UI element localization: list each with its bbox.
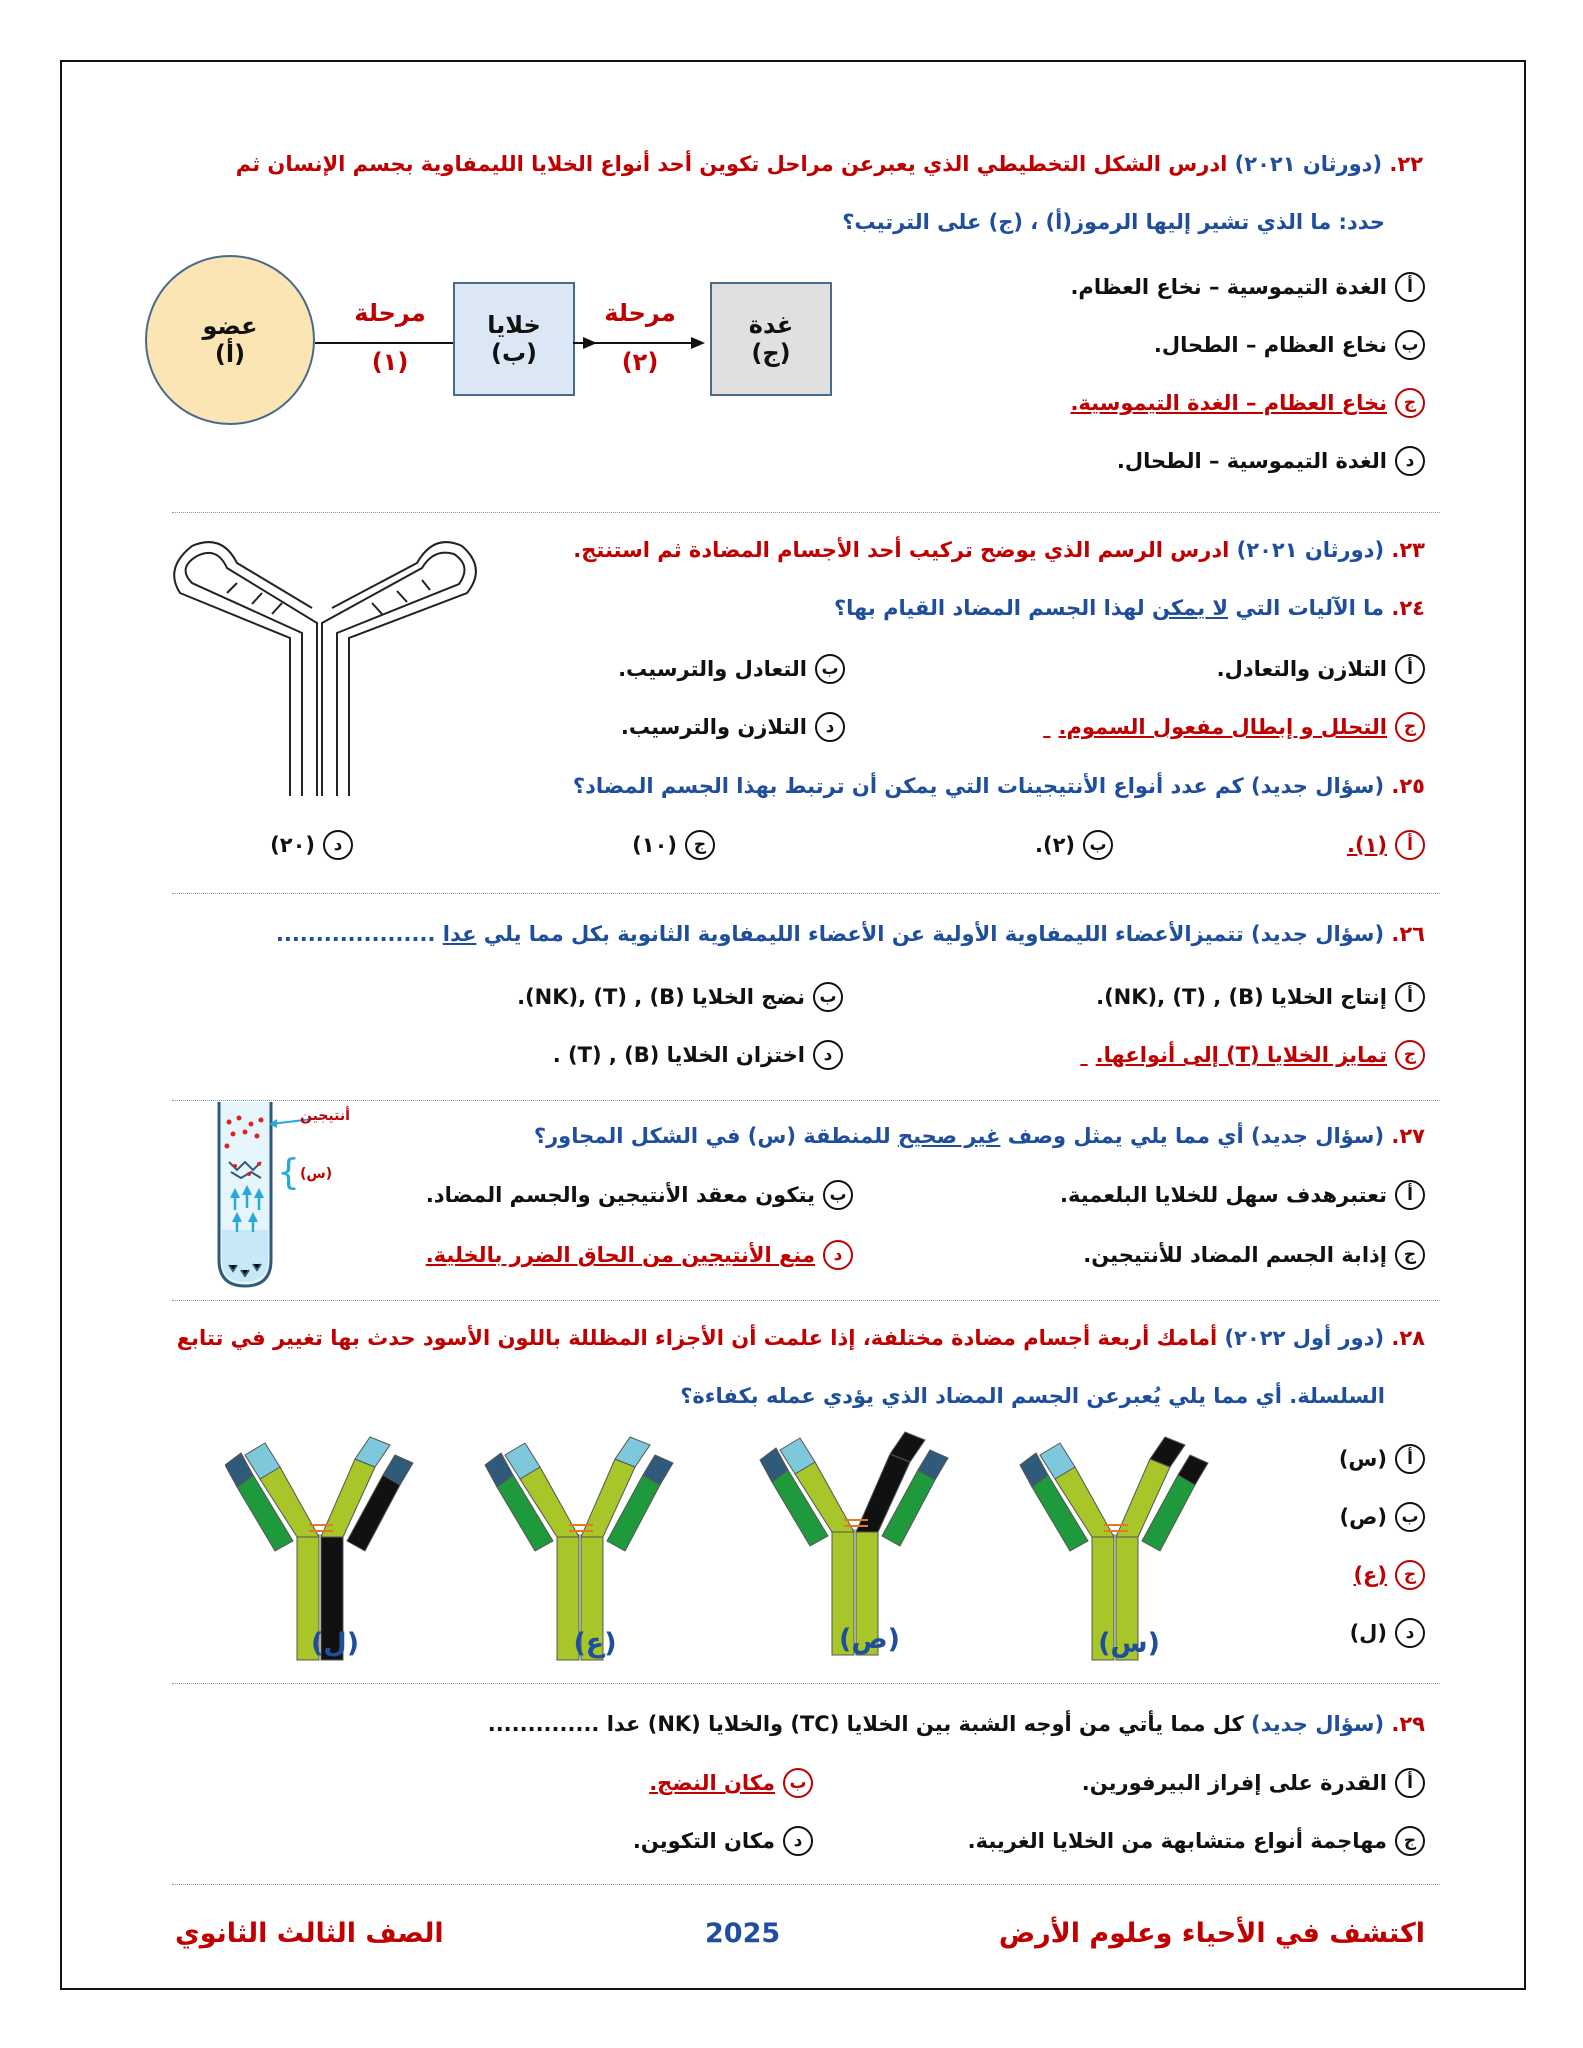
- antigen-label: أنتيجين: [300, 1108, 350, 1124]
- option-mark: د: [323, 830, 353, 860]
- q27-header: [534, 1124, 1425, 1148]
- option-mark: ج: [1395, 1240, 1425, 1270]
- q24-option-b[interactable]: [618, 654, 845, 684]
- option-mark-correct: ج: [1395, 712, 1425, 742]
- gland-box: [710, 282, 832, 396]
- option-text: إذابة الجسم المضاد للأنتيجين.: [1083, 1243, 1387, 1267]
- option-mark: ب: [1395, 1502, 1425, 1532]
- option-mark: د: [813, 1040, 843, 1070]
- option-text-correct: مكان النضج.: [649, 1771, 775, 1795]
- option-text: نضج الخلايا (B) , (T) ,(NK).: [517, 985, 805, 1009]
- q22-number: ٢٢.: [1389, 152, 1423, 176]
- option-mark: أ: [1395, 1180, 1425, 1210]
- option-mark: أ: [1395, 1444, 1425, 1474]
- q22-option-c[interactable]: [1070, 388, 1425, 418]
- antibody-label-lam: (ل): [310, 1628, 360, 1659]
- q23-number: ٢٣.: [1391, 538, 1425, 562]
- option-mark: ب: [815, 654, 845, 684]
- cells-title: خلايا: [487, 311, 541, 339]
- option-text: (ص): [1339, 1505, 1387, 1529]
- q22-source: (دورثان ٢٠٢١): [1234, 152, 1383, 176]
- option-mark: د: [815, 712, 845, 742]
- option-mark: د: [1395, 1618, 1425, 1648]
- q26-dots: ....................: [275, 922, 436, 946]
- footer-year: 2025: [705, 1918, 781, 1949]
- separator: [172, 1884, 1440, 1885]
- cells-box: [453, 282, 575, 396]
- cells-symbol: (ب): [490, 339, 538, 367]
- q27-option-a[interactable]: [1060, 1180, 1425, 1210]
- option-text-correct: منع الأنتيجين من الحاق الضرر بالخلية.: [425, 1243, 815, 1267]
- organ-title: عضو: [202, 312, 258, 340]
- stage1-title: مرحلة: [354, 299, 426, 327]
- q28-option-d[interactable]: [1350, 1618, 1425, 1648]
- q26-text-underline: عدا: [442, 922, 477, 946]
- option-mark: أ: [1395, 272, 1425, 302]
- option-mark: أ: [1395, 1768, 1425, 1798]
- q27-text-pre: أي مما يلي يمثل وصف: [1007, 1124, 1244, 1148]
- q26-header: [276, 922, 1425, 946]
- q22-option-a[interactable]: [1070, 272, 1425, 302]
- q26-text: تتميزالأعضاء الليمفاوية الأولية عن الأعضاء الليمفاوية الثانوية بكل مما يلي: [483, 922, 1244, 946]
- answer-underline: [841, 715, 1051, 739]
- q26-option-c[interactable]: [828, 1040, 1425, 1070]
- option-mark-correct: ج: [1395, 1560, 1425, 1590]
- q24-option-c[interactable]: [841, 712, 1425, 742]
- q25-text: كم عدد أنواع الأنتيجينات التي يمكن أن ترتبط بهذا الجسم المضاد؟: [572, 774, 1244, 798]
- separator: [172, 1100, 1440, 1101]
- q24-header: [834, 596, 1425, 620]
- q24-text-underline: لا يمكن: [1152, 596, 1229, 620]
- q28-option-c[interactable]: [1353, 1560, 1425, 1590]
- q29-source: (سؤال جديد): [1251, 1712, 1385, 1736]
- organ-symbol: (أ): [214, 340, 246, 368]
- q28-text2: السلسلة. أي مما يلي يُعبرعن الجسم المضاد الذي يؤدي عمله بكفاءة؟: [680, 1384, 1385, 1408]
- separator: [172, 893, 1440, 894]
- option-text: الغدة التيموسية – الطحال.: [1116, 449, 1387, 473]
- q28-header: [177, 1326, 1425, 1350]
- stage1-label: [330, 299, 450, 327]
- antibody-lam: [225, 1437, 413, 1660]
- q26-source: (سؤال جديد): [1251, 922, 1385, 946]
- q22-text2: حدد: ما الذي تشير إليها الرموز(أ) ، (ج) على الترتيب؟: [842, 210, 1385, 234]
- q27-source: (سؤال جديد): [1251, 1124, 1385, 1148]
- q22-option-d[interactable]: [1117, 446, 1425, 476]
- q26-option-a[interactable]: [1096, 982, 1425, 1012]
- q28-header-2: [680, 1384, 1385, 1408]
- option-mark: ب: [1395, 330, 1425, 360]
- q24-text-pre: ما الآليات التي: [1235, 596, 1385, 620]
- footer-book-title: اكتشف في الأحياء وعلوم الأرض: [998, 1918, 1425, 1949]
- option-mark: ب: [1083, 830, 1113, 860]
- q24-option-d[interactable]: [621, 712, 845, 742]
- option-text: (٢٠): [270, 833, 315, 857]
- footer-grade: الصف الثالث الثانوي: [175, 1918, 444, 1949]
- q24-option-a[interactable]: [1217, 654, 1425, 684]
- q28-option-b[interactable]: [1340, 1502, 1425, 1532]
- q23-text: ادرس الرسم الذي يوضح تركيب أحد الأجسام المضادة ثم استنتج.: [573, 538, 1230, 562]
- separator: [172, 512, 1440, 513]
- option-text: إنتاج الخلايا (B) , (T) ,(NK).: [1096, 985, 1387, 1009]
- q27-number: ٢٧.: [1391, 1124, 1425, 1148]
- answer-underline: [828, 1043, 1088, 1067]
- q29-option-a[interactable]: [1082, 1768, 1425, 1798]
- q22-text: ادرس الشكل التخطيطي الذي يعبرعن مراحل تكوين أحد أنواع الخلايا الليمفاوية بجسم الإنسان ثم: [235, 152, 1228, 176]
- option-text: التعادل والترسيب.: [618, 657, 807, 681]
- option-mark: د: [1395, 446, 1425, 476]
- option-text-correct: تمايز الخلايا (T) إلى أنواعها.: [1095, 1043, 1387, 1067]
- option-text: يتكون معقد الأنتيجين والجسم المضاد.: [425, 1183, 815, 1207]
- option-mark: ج: [1395, 1826, 1425, 1856]
- q25-option-b[interactable]: [1035, 830, 1113, 860]
- separator: [172, 1300, 1440, 1301]
- option-text: التلازن والتعادل.: [1216, 657, 1387, 681]
- q25-number: ٢٥.: [1391, 774, 1425, 798]
- q27-text-underline: غير صحيح: [897, 1124, 1001, 1148]
- q24-text-post: لهذا الجسم المضاد القيام بها؟: [833, 596, 1145, 620]
- q29-number: ٢٩.: [1391, 1712, 1425, 1736]
- q22-header-2: [842, 210, 1385, 234]
- q23-header: [573, 538, 1425, 562]
- separator: [172, 1683, 1440, 1684]
- option-mark: ج: [685, 830, 715, 860]
- q26-option-d[interactable]: [553, 1040, 843, 1070]
- q27-option-c[interactable]: [1083, 1240, 1425, 1270]
- q23-source: (دورثان ٢٠٢١): [1236, 538, 1385, 562]
- q28-option-a[interactable]: [1339, 1444, 1425, 1474]
- region-bracket: }: [277, 1152, 300, 1193]
- q25-header: [573, 774, 1425, 798]
- gland-symbol: (ج): [751, 339, 791, 367]
- option-text-correct: التحلل و إبطال مفعول السموم.: [1058, 715, 1387, 739]
- antibody-sin: [1020, 1437, 1208, 1660]
- option-mark-correct: ب: [783, 1768, 813, 1798]
- option-text: نخاع العظام – الطحال.: [1153, 333, 1387, 357]
- option-text-correct: نخاع العظام – الغدة التيموسية.: [1070, 391, 1387, 415]
- option-mark-correct: د: [823, 1240, 853, 1270]
- q27-option-d[interactable]: [426, 1240, 853, 1270]
- stage1-num: (١): [371, 348, 409, 376]
- option-mark: أ: [1395, 654, 1425, 684]
- test-tube-figure: [215, 1100, 355, 1290]
- option-mark-correct: ج: [1395, 388, 1425, 418]
- antibody-outline-figure: [172, 538, 482, 798]
- q26-number: ٢٦.: [1391, 922, 1425, 946]
- antibody-label-ain: (ع): [573, 1628, 617, 1659]
- option-text: مكان التكوين.: [632, 1829, 775, 1853]
- option-text: (س): [1338, 1447, 1387, 1471]
- option-text: القدرة على إفراز البيرفورين.: [1081, 1771, 1387, 1795]
- q29-option-b[interactable]: [649, 1768, 813, 1798]
- q26-option-b[interactable]: [517, 982, 843, 1012]
- q27-option-b[interactable]: [426, 1180, 853, 1210]
- q29-option-c[interactable]: [968, 1826, 1425, 1856]
- q22-option-b[interactable]: [1154, 330, 1425, 360]
- option-text-correct: (ع): [1353, 1563, 1387, 1587]
- region-label: (س): [300, 1166, 333, 1182]
- q29-option-d[interactable]: [633, 1826, 813, 1856]
- organ-circle: [145, 255, 315, 425]
- option-text: الغدة التيموسية – نخاع العظام.: [1070, 275, 1387, 299]
- q22-diagram: [145, 255, 845, 435]
- q25-option-a[interactable]: [1347, 830, 1425, 860]
- option-text: (١٠): [632, 833, 677, 857]
- stage2-label: [585, 299, 695, 327]
- stage2-num: (٢): [621, 348, 659, 376]
- q25-option-d[interactable]: [270, 830, 353, 860]
- q28-number: ٢٨.: [1391, 1326, 1425, 1350]
- stage2-title: مرحلة: [604, 299, 676, 327]
- q29-text: كل مما يأتي من أوجه الشبة بين الخلايا (TC) والخلايا (NK) عدا ..............: [487, 1712, 1244, 1736]
- option-mark-correct: أ: [1395, 830, 1425, 860]
- option-mark: ب: [823, 1180, 853, 1210]
- option-text-correct: (١).: [1346, 833, 1387, 857]
- gland-title: غدة: [748, 311, 794, 339]
- option-mark: أ: [1395, 982, 1425, 1012]
- option-text: تعتبرهدف سهل للخلايا البلعمية.: [1060, 1183, 1387, 1207]
- q22-header: [236, 152, 1423, 176]
- option-text: مهاجمة أنواع متشابهة من الخلايا الغريبة.: [967, 1829, 1387, 1853]
- q28-source: (دور أول ٢٠٢٢): [1224, 1326, 1385, 1350]
- antibody-sad: [760, 1432, 948, 1655]
- option-text: (ل): [1349, 1621, 1387, 1645]
- option-mark: ب: [813, 982, 843, 1012]
- option-text: (٢).: [1034, 833, 1075, 857]
- q28-text: أمامك أربعة أجسام مضادة مختلفة، إذا علمت أن الأجزاء المظللة باللون الأسود حدث بها تغيير في تتابع: [176, 1326, 1218, 1350]
- antibody-ain: [485, 1437, 673, 1660]
- antibody-label-sin: (س): [1098, 1628, 1160, 1659]
- option-mark: د: [783, 1826, 813, 1856]
- q25-source: (سؤال جديد): [1251, 774, 1385, 798]
- option-text: التلازن والترسيب.: [620, 715, 807, 739]
- q27-text-post: للمنطقة (س) في الشكل المجاور؟: [533, 1124, 891, 1148]
- q29-header: [488, 1712, 1425, 1736]
- q24-number: ٢٤.: [1391, 596, 1425, 620]
- q25-option-c[interactable]: [632, 830, 715, 860]
- option-text: اختزان الخلايا (B) , (T) .: [552, 1043, 805, 1067]
- antibody-label-sad: (ص): [838, 1624, 900, 1655]
- option-mark-correct: ج: [1395, 1040, 1425, 1070]
